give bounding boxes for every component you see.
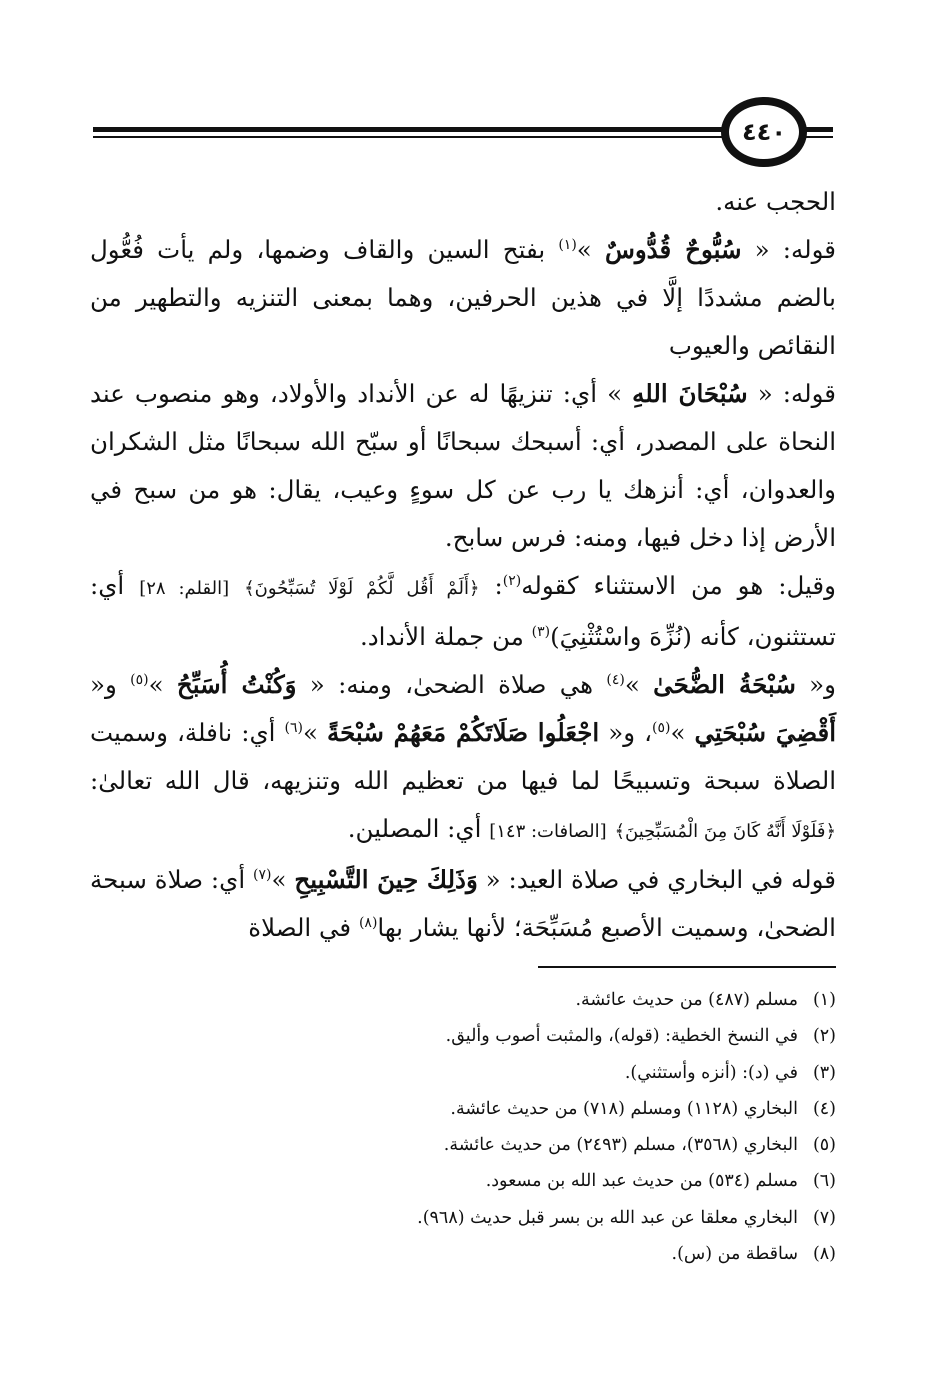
text-run: و«: [90, 670, 131, 699]
hadith-phrase: اجْعَلُوا صَلَاتَكُمْ مَعَهُمْ سُبْحَةً: [326, 718, 600, 747]
text-run: :: [479, 571, 503, 600]
footnote: [200, 1055, 836, 1091]
footnote-text: ساقطة من (س).: [671, 1244, 798, 1265]
text-run: من جملة الأنداد.: [359, 622, 532, 651]
footnote-ref: (٢): [502, 572, 522, 589]
footnote: [200, 1200, 836, 1236]
paragraph: [90, 856, 836, 952]
footnote-number: (٥): [812, 1135, 836, 1156]
footnote-ref: (٤): [606, 671, 625, 688]
text-run: ، و«: [599, 718, 652, 747]
footnote-text: البخاري معلقا عن عبد الله بن بسر قبل حديث (٩٦٨).: [417, 1207, 798, 1228]
footnote-text: في (د): (أنزه وأستثني).: [624, 1062, 798, 1083]
footnote: [200, 1127, 836, 1163]
text-run: أي: المصلين.: [347, 814, 490, 843]
hadith-phrase: وَكُنْتُ أُسَبِّحُ: [176, 670, 297, 699]
footnote: [200, 1236, 836, 1272]
text-run: » أي: تنزيهًا له عن الأنداد والأولاد، وهو منصوب عند النحاة على المصدر، أي: أسبحك سبحانًا أو سبّح الله سبحانًا مثل الشكران والعدوان، أي: أنزهك يا رب عن كل سوءٍ وعيب، يقال: هو من سبح في الأرض إذا دخل فيها، ومنه: فرس سابح.: [90, 379, 836, 552]
footnotes: [200, 982, 836, 1272]
footnote-number: (٧): [812, 1207, 836, 1228]
footnote-number: (٨): [812, 1244, 836, 1265]
footnote-divider: [538, 966, 836, 968]
text-run: قوله في البخاري في صلاة العيد: «: [477, 865, 837, 894]
footnote-number: (٦): [812, 1171, 836, 1192]
text-run: »: [670, 718, 695, 747]
text-run: أي: صلاة سبحة الضحىٰ، وسميت الأصبع مُسَبِّحَة؛ لأنها يشار بها: [90, 865, 836, 942]
footnote: [200, 1018, 836, 1054]
hadith-phrase: وَذَلِكَ حِينَ التَّسْبِيحِ: [294, 865, 478, 894]
footnote-text: مسلم (٥٣٤) من حديث عبد الله بن مسعود.: [485, 1171, 798, 1192]
quran-verse: ﴿أَلَمْ أَقُل لَّكُمْ لَوْلَا تُسَبِّحُونَ﴾: [244, 578, 480, 599]
footnote-ref: (٨): [358, 914, 378, 931]
footnote-ref: (٦): [284, 719, 303, 736]
text-run: بفتح السين والقاف وضمها، ولم يأت فُعُّول بالضم مشددًا إلَّا في هذين الحرفين، وهما بمعنى التنزيه والتطهير من النقائص والعيوب: [90, 235, 836, 360]
verse-reference: [الصافات: ١٤٣]: [489, 821, 607, 842]
main-text: [90, 178, 836, 952]
text-run: قوله: «: [741, 235, 837, 264]
text-run: و«: [795, 670, 836, 699]
footnote: [200, 1163, 836, 1199]
text-run: »: [576, 235, 605, 264]
footnote-text: البخاري (٣٥٦٨)، مسلم (٢٤٩٣) من حديث عائشة.: [443, 1135, 798, 1156]
quran-verse: ﴿فَلَوْلَا أَنَّهُ كَانَ مِنَ الْمُسَبِّحِينَ﴾: [614, 821, 836, 842]
footnote-text: في النسخ الخطية: (قوله)، والمثبت أصوب وأليق.: [445, 1026, 798, 1047]
hadith-phrase: سُبُّوحٌ قُدُّوسٌ: [604, 235, 742, 264]
text-run: الحجب عنه.: [715, 187, 836, 216]
footnote-number: (٢): [812, 1026, 836, 1047]
text-run: قوله: «: [747, 379, 836, 408]
footnote-ref: (٥): [130, 671, 149, 688]
text-run: »: [148, 670, 177, 699]
footnote-ref: (٧): [253, 866, 272, 883]
footnote: [200, 982, 836, 1018]
text-run: في الصلاة: [248, 913, 359, 942]
paragraph: [90, 562, 836, 661]
text-run: أي: تستثنون، كأنه (نُزِّهَ واسْتُثْنِيَ): [90, 571, 836, 651]
hadith-phrase: سُبْحَانَ اللهِ: [632, 379, 748, 408]
footnote-number: (١): [812, 990, 836, 1010]
footnote-text: مسلم (٤٨٧) من حديث عائشة.: [575, 990, 798, 1010]
verse-reference: [القلم: ٢٨]: [139, 578, 230, 599]
paragraph: [90, 370, 836, 562]
text-run: »: [302, 718, 327, 747]
text-run: »: [271, 865, 295, 894]
page-number-badge: [721, 97, 807, 167]
text-run: »: [624, 670, 654, 699]
paragraph: [90, 661, 836, 856]
text-run: [229, 571, 244, 600]
footnote-number: (٤): [812, 1098, 836, 1119]
paragraph: [90, 226, 836, 370]
footnote-number: (٣): [812, 1062, 836, 1083]
hadith-phrase: أَقْضِيَ سُبْحَتِي: [694, 718, 836, 747]
footnote-ref: (٣): [531, 623, 551, 640]
text-run: وقيل: هو من الاستثناء كقوله: [521, 571, 836, 600]
footnote-text: البخاري (١١٢٨) ومسلم (٧١٨) من حديث عائشة.: [450, 1098, 798, 1119]
text-run: هي صلاة الضحىٰ، ومنه: «: [296, 670, 607, 699]
page-number: ٤٤٠: [742, 118, 786, 146]
footnote: [200, 1091, 836, 1127]
footnote-ref: (١): [558, 236, 577, 253]
footnote-ref: (٥): [651, 719, 671, 736]
hadith-phrase: سُبْحَةُ الضُّحَىٰ: [653, 670, 796, 699]
paragraph: [90, 178, 836, 226]
text-run: أي: نافلة، وسميت الصلاة سبحة وتسبيحًا لما فيها من تعظيم الله وتنزيهه، قال الله تعالىٰ:: [90, 718, 836, 795]
